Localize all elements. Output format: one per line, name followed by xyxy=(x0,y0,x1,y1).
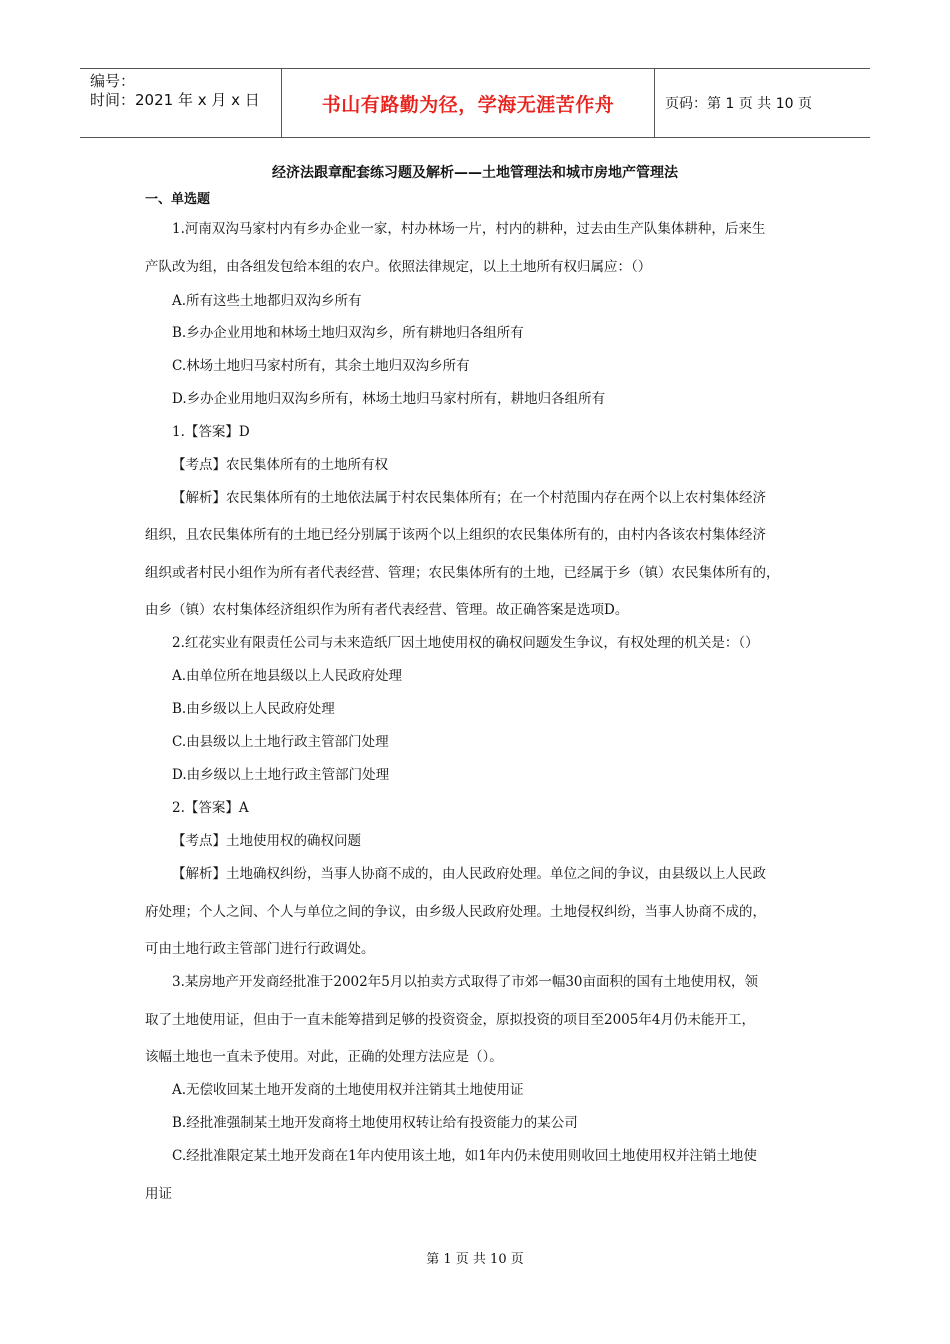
header-page-info: 页码：第 1 页 共 10 页 xyxy=(665,96,812,112)
text-line: B.经批准强制某土地开发商将土地使用权转让给有投资能力的某公司 xyxy=(172,1115,578,1131)
text-line: 该幅土地也一直未予使用。对此，正确的处理方法应是（）。 xyxy=(145,1049,503,1065)
text-line: C.林场土地归马家村所有，其余土地归双沟乡所有 xyxy=(172,358,470,374)
section-heading: 一、单选题 xyxy=(145,192,211,207)
page-footer: 第 1 页 共 10 页 xyxy=(426,1252,524,1267)
text-line: 产队改为组，由各组发包给本组的农户。依照法律规定，以上土地所有权归属应：（） xyxy=(145,259,652,275)
text-line: 组织，且农民集体所有的土地已经分别属于该两个以上组织的农民集体所有的，由村内各该农村集体经济 xyxy=(145,527,766,543)
text-line: 【解析】土地确权纠纷，当事人协商不成的，由人民政府处理。单位之间的争议，由县级以上人民政 xyxy=(172,866,766,882)
text-line: B.由乡级以上人民政府处理 xyxy=(172,701,335,717)
header-motto: 书山有路勤为径，学海无涯苦作舟 xyxy=(281,69,655,137)
text-line: C.经批准限定某土地开发商在1年内使用该土地，如1年内仍未使用则收回土地使用权并注销土地使 xyxy=(172,1148,757,1164)
text-line: 1.河南双沟马家村内有乡办企业一家，村办林场一片，村内的耕种，过去由生产队集体耕种，后来生 xyxy=(172,221,766,237)
text-line: D.乡办企业用地归双沟乡所有，林场土地归马家村所有，耕地归各组所有 xyxy=(172,391,606,407)
page-header xyxy=(80,68,870,138)
text-line: 用证 xyxy=(145,1186,172,1202)
number-label: 编号： xyxy=(90,72,136,90)
text-line: 【解析】农民集体所有的土地依法属于村农民集体所有；在一个村范围内存在两个以上农村集体经济 xyxy=(172,490,766,506)
text-line: D.由乡级以上土地行政主管部门处理 xyxy=(172,767,390,783)
text-line: 1.【答案】D xyxy=(172,424,250,440)
text-line: 组织或者村民小组作为所有者代表经营、管理；农民集体所有的土地，已经属于乡（镇）农民集体所有的， xyxy=(145,565,780,581)
text-line: A.无偿收回某土地开发商的土地使用权并注销其土地使用证 xyxy=(172,1082,524,1098)
text-line: 2.【答案】A xyxy=(172,800,249,816)
text-line: 3.某房地产开发商经批准于2002年5月以拍卖方式取得了市郊一幅30亩面积的国有土地使用权，领 xyxy=(172,974,759,990)
text-line: 可由土地行政主管部门进行行政调处。 xyxy=(145,941,375,957)
text-line: 取了土地使用证，但由于一直未能筹措到足够的投资资金，原拟投资的项目至2005年4月仍未能开工， xyxy=(145,1012,755,1028)
time-label: 时间：2021 年 x 月 x 日 xyxy=(90,91,260,109)
text-line: B.乡办企业用地和林场土地归双沟乡，所有耕地归各组所有 xyxy=(172,325,524,341)
text-line: 【考点】农民集体所有的土地所有权 xyxy=(172,457,388,473)
text-line: A.由单位所在地县级以上人民政府处理 xyxy=(172,668,403,684)
text-line: 【考点】土地使用权的确权问题 xyxy=(172,833,361,849)
document-title: 经济法跟章配套练习题及解析——土地管理法和城市房地产管理法 xyxy=(272,165,678,181)
text-line: A.所有这些土地都归双沟乡所有 xyxy=(172,293,362,309)
text-line: 由乡（镇）农村集体经济组织作为所有者代表经营、管理。故正确答案是选项D。 xyxy=(145,602,629,618)
text-line: 2.红花实业有限责任公司与未来造纸厂因土地使用权的确权问题发生争议，有权处理的机关是：（） xyxy=(172,635,759,651)
header-meta xyxy=(80,69,280,137)
text-line: 府处理；个人之间、个人与单位之间的争议，由乡级人民政府处理。土地侵权纠纷，当事人协商不成的， xyxy=(145,904,766,920)
text-line: C.由县级以上土地行政主管部门处理 xyxy=(172,734,389,750)
